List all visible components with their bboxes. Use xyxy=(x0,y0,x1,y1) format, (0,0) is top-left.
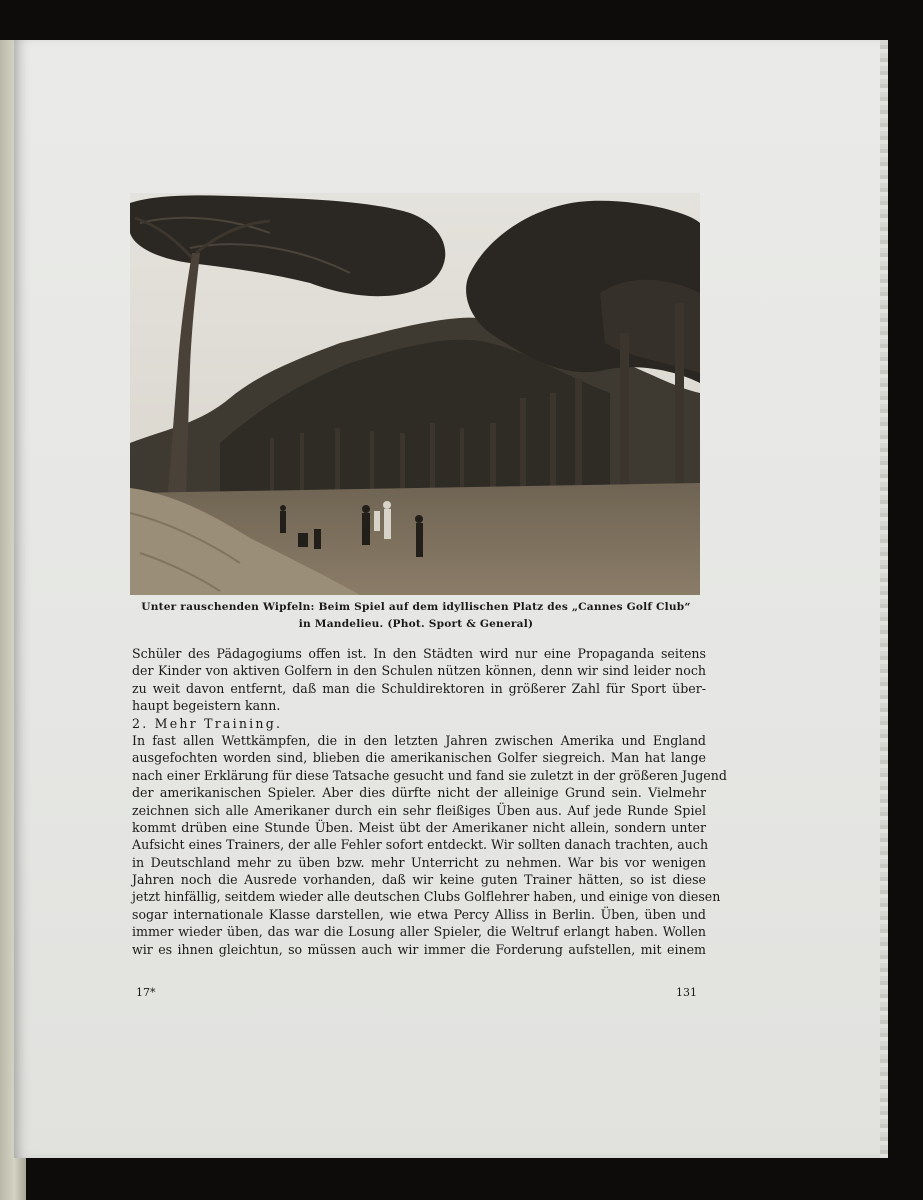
text-line: Jahren noch die Ausrede vorhanden, daß wir keine guten Trainer hätten, so ist diese xyxy=(132,872,706,888)
text-line: nach einer Erklärung für diese Tatsache gesucht und fand sie zuletzt in der größeren Jugend xyxy=(132,767,727,783)
text-line: immer wieder üben, das war die Losung aller Spieler, die Weltruf erlangt haben. Wollen xyxy=(132,924,706,940)
text-line: In fast allen Wettkämpfen, die in den letzten Jahren zwischen Amerika und England xyxy=(132,732,706,748)
caption-line-1: Unter rauschenden Wipfeln: Beim Spiel auf dem idyllischen Platz des „Cannes Golf Club“ xyxy=(141,601,691,613)
body-text xyxy=(132,645,727,958)
photo-caption xyxy=(114,599,718,633)
golf-course-photo xyxy=(130,193,700,595)
text-line: Schüler des Pädagogiums offen ist. In den Städten wird nur eine Propaganda seitens xyxy=(132,646,706,661)
text-line: haupt begeistern kann. xyxy=(132,698,281,714)
deckle-edge xyxy=(880,40,888,1158)
pine-trees-photo-icon xyxy=(130,193,700,595)
page-number: 131 xyxy=(676,986,697,999)
text-line: zeichnen sich alle Amerikaner durch ein sehr fleißiges Üben aus. Auf jede Runde Spiel xyxy=(132,802,706,818)
text-line: zu weit davon entfernt, daß man die Schuldirektoren in größerer Zahl für Sport über- xyxy=(132,680,706,696)
signature-mark: 17* xyxy=(136,986,156,999)
section-heading: 2. Mehr Training. xyxy=(132,715,283,731)
text-line: jetzt hinfällig, seitdem wieder alle deutschen Clubs Golflehrer haben, und einige von diesen xyxy=(132,889,721,905)
text-line: Aufsicht eines Trainers, der alle Fehler sofort entdeckt. Wir sollten danach trachten, auch xyxy=(132,837,709,853)
book-page xyxy=(14,40,886,1158)
text-line: sogar internationale Klasse darstellen, wie etwa Percy Alliss in Berlin. Üben, üben und xyxy=(132,906,706,922)
text-line: der Kinder von aktiven Golfern in den Schulen nützen können, denn wir sind leider noch xyxy=(132,663,706,679)
text-line: der amerikanischen Spieler. Aber dies dürfte nicht der alleinige Grund sein. Vielmehr xyxy=(132,785,706,801)
caption-line-2: in Mandelieu. (Phot. Sport & General) xyxy=(298,618,534,630)
text-line: wir es ihnen gleichtun, so müssen auch wir immer die Forderung aufstellen, mit einem xyxy=(132,941,706,957)
text-line: ausgefochten worden sind, blieben die amerikanischen Golfer siegreich. Man hat lange xyxy=(132,750,706,766)
text-line: kommt drüben eine Stunde Üben. Meist übt der Amerikaner nicht allein, sondern unter xyxy=(132,819,706,835)
text-line: in Deutschland mehr zu üben bzw. mehr Unterricht zu nehmen. War bis vor wenigen xyxy=(132,854,706,870)
